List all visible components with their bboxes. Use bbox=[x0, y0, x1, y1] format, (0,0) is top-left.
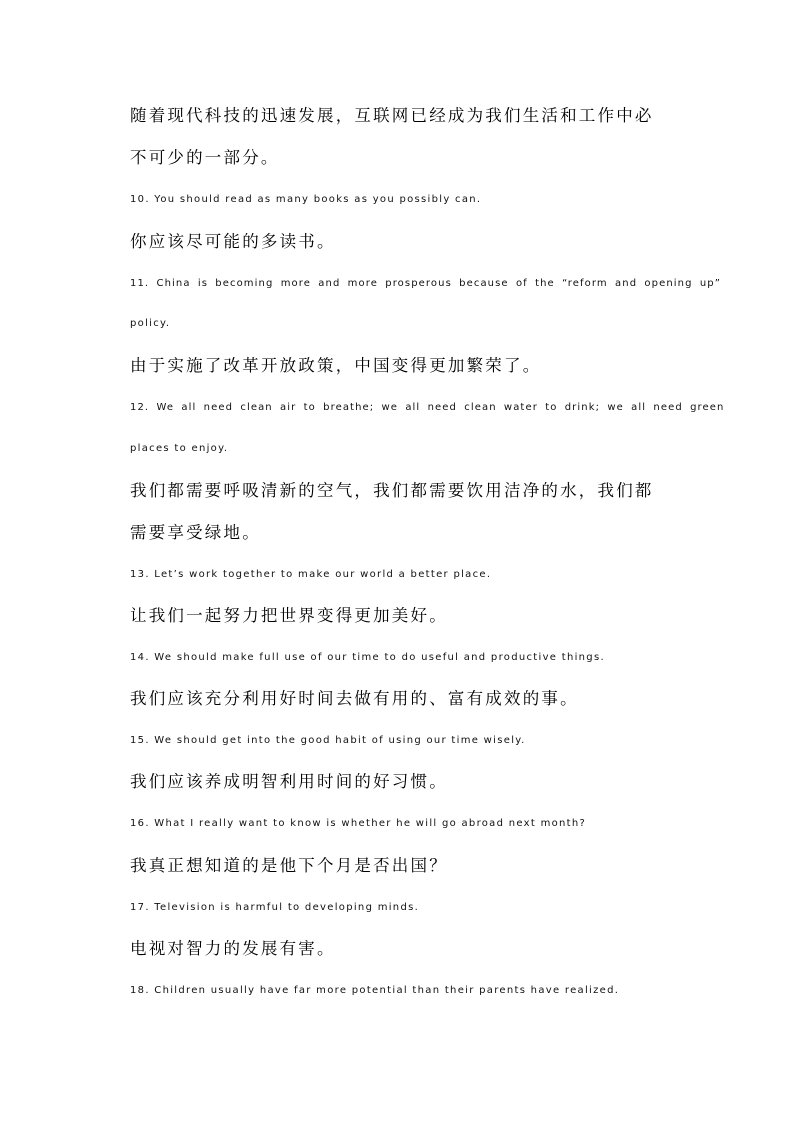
text-line-zh: 你应该尽可能的多读书。 bbox=[130, 232, 336, 251]
text-line-en: 12. We all need clean air to breathe; we all need clean water to drink; we all need green bbox=[130, 402, 725, 413]
text-line-zh: 不可少的一部分。 bbox=[130, 148, 280, 167]
text-line-zh: 电视对智力的发展有害。 bbox=[130, 939, 336, 958]
text-line-zh: 我们都需要呼吸清新的空气，我们都需要饮用洁净的水，我们都 bbox=[130, 481, 654, 500]
text-line-en: places to enjoy. bbox=[130, 443, 229, 454]
text-line-en: 16. What I really want to know is whether he will go abroad next month? bbox=[130, 818, 587, 829]
text-line-en: 15. We should get into the good habit of using our time wisely. bbox=[130, 735, 526, 746]
text-line-en: 10. You should read as many books as you possibly can. bbox=[130, 194, 482, 205]
text-line-zh: 我真正想知道的是他下个月是否出国？ bbox=[130, 856, 448, 875]
text-line-zh: 需要享受绿地。 bbox=[130, 523, 261, 542]
text-line-en: 11. China is becoming more and more prosperous because of the “reform and opening up” bbox=[130, 278, 721, 289]
text-line-en: 18. Children usually have far more potential than their parents have realized. bbox=[130, 985, 620, 996]
text-line-en: policy. bbox=[130, 318, 171, 329]
text-line-en: 17. Television is harmful to developing minds. bbox=[130, 902, 420, 913]
text-line-zh: 随着现代科技的迅速发展，互联网已经成为我们生活和工作中必 bbox=[130, 106, 654, 125]
text-line-en: 14. We should make full use of our time to do useful and productive things. bbox=[130, 652, 605, 663]
text-line-zh: 让我们一起努力把世界变得更加美好。 bbox=[130, 606, 448, 625]
text-line-zh: 我们应该充分利用好时间去做有用的、富有成效的事。 bbox=[130, 689, 579, 708]
text-line-zh: 我们应该养成明智利用时间的好习惯。 bbox=[130, 772, 448, 791]
text-line-zh: 由于实施了改革开放政策，中国变得更加繁荣了。 bbox=[130, 356, 542, 375]
text-line-en: 13. Let’s work together to make our world a better place. bbox=[130, 569, 492, 580]
